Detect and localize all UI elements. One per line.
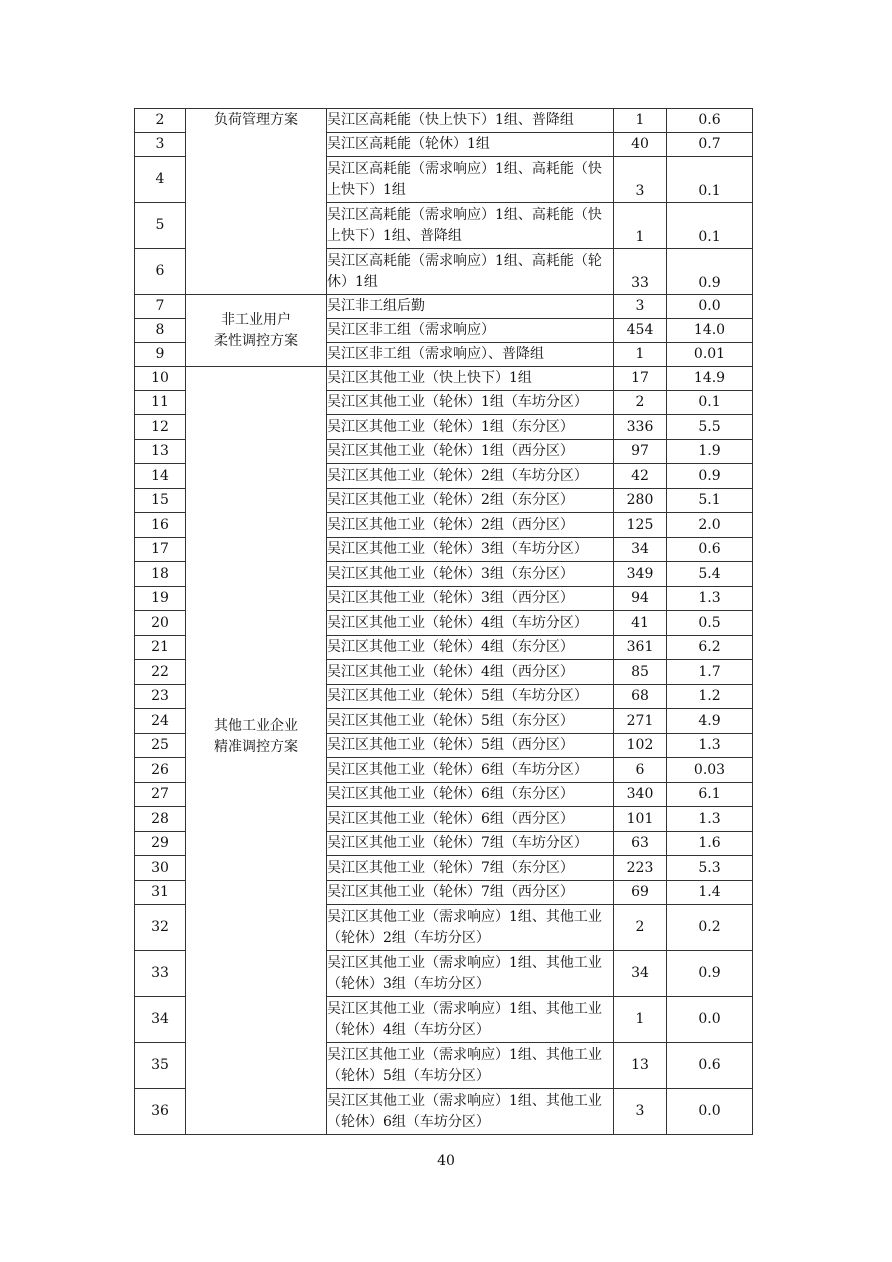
user-count: 13 <box>614 1043 667 1089</box>
group-name: 吴江区其他工业（轮休）2组（车坊分区） <box>327 464 614 489</box>
user-count: 454 <box>614 319 667 343</box>
load-value: 5.3 <box>667 856 753 881</box>
user-count: 34 <box>614 951 667 997</box>
row-index: 15 <box>135 489 186 513</box>
group-name: 吴江区其他工业（轮休）7组（东分区） <box>327 856 614 881</box>
user-count: 3 <box>614 157 667 203</box>
load-value: 2.0 <box>667 513 753 538</box>
user-count: 97 <box>614 440 667 464</box>
user-count: 125 <box>614 513 667 538</box>
user-count: 361 <box>614 636 667 660</box>
load-value: 0.1 <box>667 157 753 203</box>
user-count: 33 <box>614 249 667 295</box>
row-index: 7 <box>135 295 186 319</box>
user-count: 336 <box>614 415 667 440</box>
load-value: 0.0 <box>667 295 753 319</box>
load-value: 0.7 <box>667 133 753 157</box>
row-index: 13 <box>135 440 186 464</box>
group-name: 吴江区其他工业（轮休）1组（东分区） <box>327 415 614 440</box>
group-name: 吴江区其他工业（轮休）4组（西分区） <box>327 660 614 685</box>
group-name: 吴江区其他工业（轮休）1组（西分区） <box>327 440 614 464</box>
plan-other-industrial <box>186 367 327 1135</box>
group-name: 吴江区其他工业（轮休）5组（西分区） <box>327 734 614 758</box>
row-index: 5 <box>135 203 186 249</box>
group-name: 吴江区高耗能（需求响应）1组、高耗能（快上快下）1组 <box>327 157 614 203</box>
user-count: 85 <box>614 660 667 685</box>
row-index: 27 <box>135 783 186 807</box>
user-count: 340 <box>614 783 667 807</box>
load-value: 6.2 <box>667 636 753 660</box>
user-count: 40 <box>614 133 667 157</box>
user-count: 41 <box>614 611 667 636</box>
plan-other-industrial-line1: 其他工业企业 <box>214 717 298 734</box>
load-value: 0.03 <box>667 758 753 783</box>
user-count: 1 <box>614 203 667 249</box>
group-name: 吴江区其他工业（轮休）6组（车坊分区） <box>327 758 614 783</box>
row-index: 18 <box>135 562 186 587</box>
user-count: 280 <box>614 489 667 513</box>
user-count: 1 <box>614 109 667 133</box>
row-index: 26 <box>135 758 186 783</box>
user-count: 3 <box>614 1089 667 1135</box>
page-number: 40 <box>437 1153 455 1169</box>
group-name: 吴江区其他工业（轮休）3组（车坊分区） <box>327 538 614 562</box>
row-index: 10 <box>135 367 186 391</box>
plan-load-management: 负荷管理方案 <box>186 109 327 295</box>
row-index: 31 <box>135 881 186 905</box>
load-value: 0.01 <box>667 343 753 367</box>
load-value: 0.5 <box>667 611 753 636</box>
group-name: 吴江区其他工业（轮休）2组（西分区） <box>327 513 614 538</box>
load-value: 0.2 <box>667 905 753 951</box>
plan-other-industrial-line2: 精准调控方案 <box>214 738 298 755</box>
group-name: 吴江区高耗能（轮休）1组 <box>327 133 614 157</box>
load-value: 1.2 <box>667 685 753 709</box>
group-name: 吴江区其他工业（轮休）2组（东分区） <box>327 489 614 513</box>
load-value: 1.7 <box>667 660 753 685</box>
user-count: 2 <box>614 391 667 415</box>
user-count: 94 <box>614 587 667 611</box>
load-value: 1.3 <box>667 734 753 758</box>
load-value: 1.4 <box>667 881 753 905</box>
row-index: 14 <box>135 464 186 489</box>
user-count: 1 <box>614 343 667 367</box>
row-index: 12 <box>135 415 186 440</box>
group-name: 吴江区其他工业（轮休）5组（车坊分区） <box>327 685 614 709</box>
row-index: 4 <box>135 157 186 203</box>
table-row <box>135 295 753 319</box>
row-index: 17 <box>135 538 186 562</box>
row-index: 32 <box>135 905 186 951</box>
row-index: 34 <box>135 997 186 1043</box>
user-count: 6 <box>614 758 667 783</box>
row-index: 6 <box>135 249 186 295</box>
user-count: 271 <box>614 709 667 734</box>
row-index: 3 <box>135 133 186 157</box>
row-index: 22 <box>135 660 186 685</box>
load-value: 5.5 <box>667 415 753 440</box>
group-name: 吴江区其他工业（需求响应）1组、其他工业（轮休）6组（车坊分区） <box>327 1089 614 1135</box>
row-index: 24 <box>135 709 186 734</box>
load-value: 0.0 <box>667 1089 753 1135</box>
row-index: 2 <box>135 109 186 133</box>
row-index: 23 <box>135 685 186 709</box>
plan-non-industrial-line1: 非工业用户 <box>221 311 291 328</box>
row-index: 16 <box>135 513 186 538</box>
group-name: 吴江区其他工业（快上快下）1组 <box>327 367 614 391</box>
group-name: 吴江区其他工业（轮休）4组（车坊分区） <box>327 611 614 636</box>
group-name: 吴江区高耗能（快上快下）1组、普降组 <box>327 109 614 133</box>
group-name: 吴江区其他工业（需求响应）1组、其他工业（轮休）3组（车坊分区） <box>327 951 614 997</box>
load-value: 0.9 <box>667 464 753 489</box>
group-name: 吴江区其他工业（轮休）5组（东分区） <box>327 709 614 734</box>
load-value: 6.1 <box>667 783 753 807</box>
user-count: 42 <box>614 464 667 489</box>
row-index: 35 <box>135 1043 186 1089</box>
group-name: 吴江区其他工业（轮休）7组（西分区） <box>327 881 614 905</box>
group-name: 吴江区非工组（需求响应） <box>327 319 614 343</box>
row-index: 25 <box>135 734 186 758</box>
user-count: 1 <box>614 997 667 1043</box>
plan-non-industrial-line2: 柔性调控方案 <box>214 332 298 349</box>
group-name: 吴江区其他工业（轮休）1组（车坊分区） <box>327 391 614 415</box>
row-index: 36 <box>135 1089 186 1135</box>
row-index: 20 <box>135 611 186 636</box>
group-name: 吴江区其他工业（需求响应）1组、其他工业（轮休）4组（车坊分区） <box>327 997 614 1043</box>
user-count: 34 <box>614 538 667 562</box>
group-name: 吴江区高耗能（需求响应）1组、高耗能（快上快下）1组、普降组 <box>327 203 614 249</box>
load-value: 0.9 <box>667 951 753 997</box>
user-count: 349 <box>614 562 667 587</box>
group-name: 吴江区其他工业（轮休）3组（东分区） <box>327 562 614 587</box>
group-name: 吴江区高耗能（需求响应）1组、高耗能（轮休）1组 <box>327 249 614 295</box>
load-value: 1.3 <box>667 587 753 611</box>
group-name: 吴江区其他工业（轮休）4组（东分区） <box>327 636 614 660</box>
user-count: 17 <box>614 367 667 391</box>
user-count: 68 <box>614 685 667 709</box>
load-value: 1.3 <box>667 807 753 832</box>
row-index: 28 <box>135 807 186 832</box>
load-value: 1.9 <box>667 440 753 464</box>
row-index: 11 <box>135 391 186 415</box>
group-name: 吴江非工组后勤 <box>327 295 614 319</box>
user-count: 3 <box>614 295 667 319</box>
row-index: 8 <box>135 319 186 343</box>
row-index: 9 <box>135 343 186 367</box>
group-name: 吴江区其他工业（轮休）7组（车坊分区） <box>327 832 614 856</box>
scheme-table <box>134 108 753 1135</box>
load-value: 14.9 <box>667 367 753 391</box>
load-value: 5.4 <box>667 562 753 587</box>
row-index: 30 <box>135 856 186 881</box>
row-index: 21 <box>135 636 186 660</box>
group-name: 吴江区其他工业（轮休）6组（西分区） <box>327 807 614 832</box>
plan-non-industrial <box>186 295 327 367</box>
user-count: 63 <box>614 832 667 856</box>
row-index: 29 <box>135 832 186 856</box>
load-value: 0.0 <box>667 997 753 1043</box>
user-count: 101 <box>614 807 667 832</box>
row-index: 19 <box>135 587 186 611</box>
load-value: 0.9 <box>667 249 753 295</box>
load-value: 0.6 <box>667 109 753 133</box>
group-name: 吴江区其他工业（需求响应）1组、其他工业（轮休）2组（车坊分区） <box>327 905 614 951</box>
group-name: 吴江区其他工业（需求响应）1组、其他工业（轮休）5组（车坊分区） <box>327 1043 614 1089</box>
load-value: 1.6 <box>667 832 753 856</box>
load-value: 0.1 <box>667 203 753 249</box>
group-name: 吴江区其他工业（轮休）3组（西分区） <box>327 587 614 611</box>
user-count: 69 <box>614 881 667 905</box>
table-row <box>135 367 753 391</box>
load-value: 4.9 <box>667 709 753 734</box>
user-count: 102 <box>614 734 667 758</box>
row-index: 33 <box>135 951 186 997</box>
load-value: 14.0 <box>667 319 753 343</box>
load-value: 0.6 <box>667 1043 753 1089</box>
load-value: 5.1 <box>667 489 753 513</box>
user-count: 223 <box>614 856 667 881</box>
user-count: 2 <box>614 905 667 951</box>
table-row <box>135 109 753 133</box>
load-value: 0.6 <box>667 538 753 562</box>
group-name: 吴江区非工组（需求响应）、普降组 <box>327 343 614 367</box>
group-name: 吴江区其他工业（轮休）6组（东分区） <box>327 783 614 807</box>
load-value: 0.1 <box>667 391 753 415</box>
